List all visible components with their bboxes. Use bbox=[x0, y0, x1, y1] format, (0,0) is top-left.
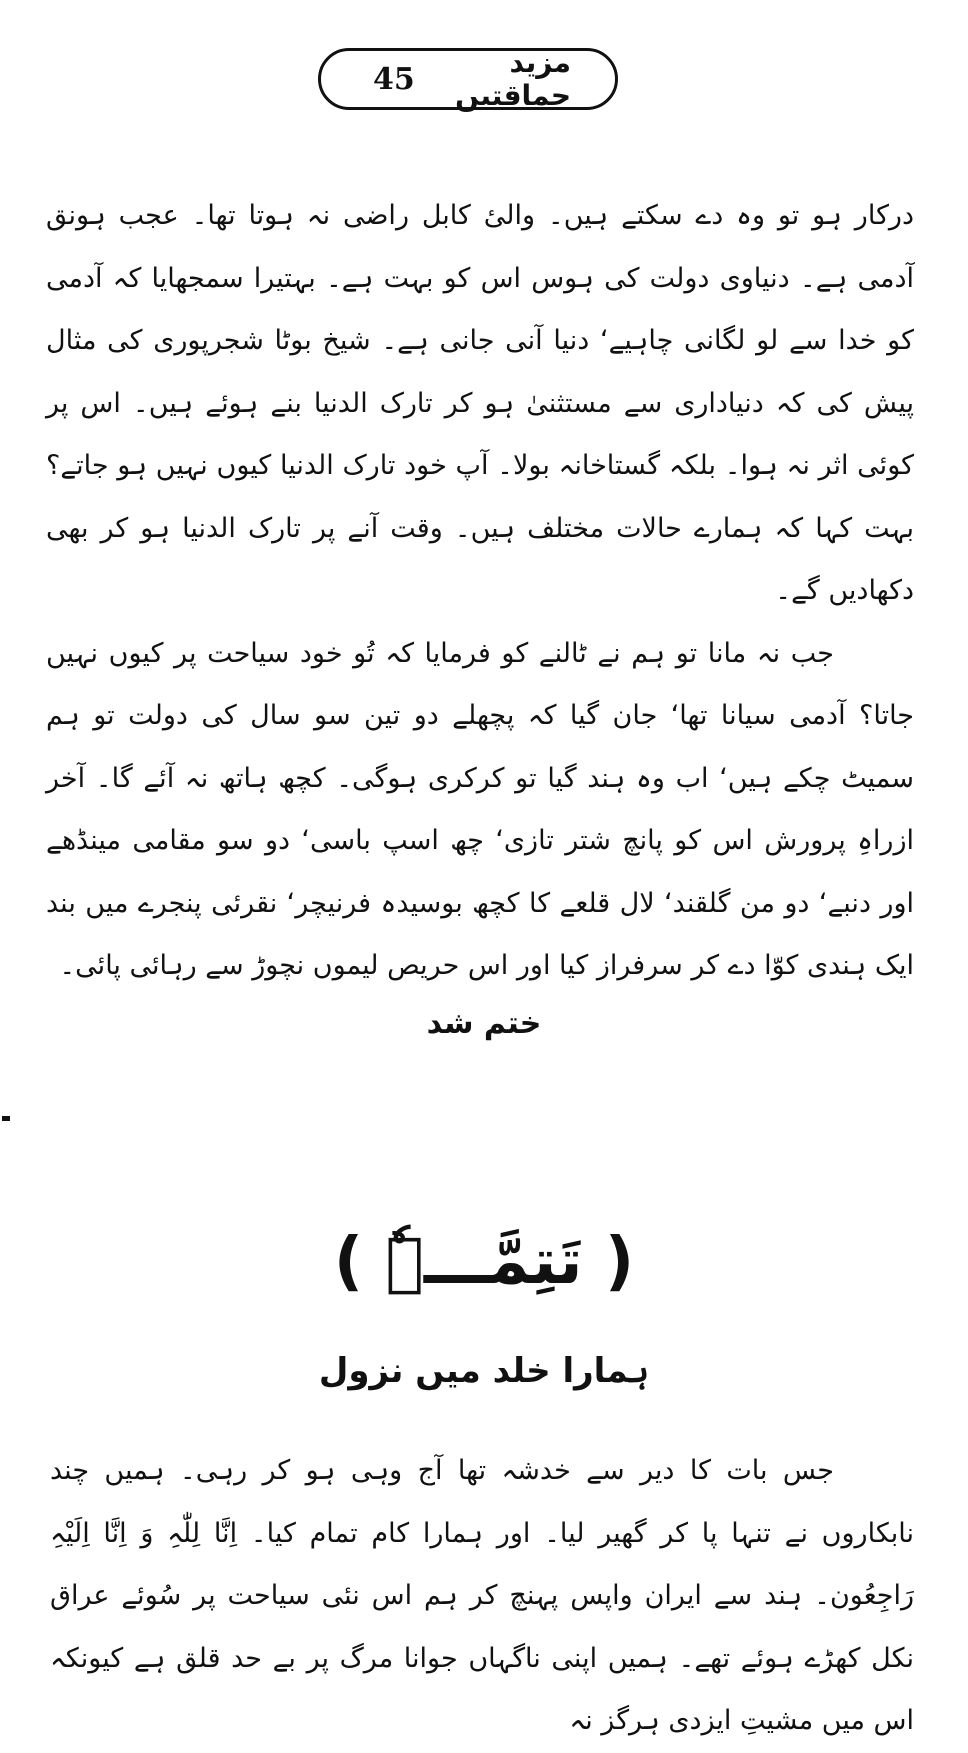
ending-mark: ختم شد bbox=[426, 1006, 542, 1041]
scan-edge-mark bbox=[2, 1116, 10, 1121]
running-header bbox=[318, 48, 618, 110]
appendix-subheading: ہمارا خلد میں نزول bbox=[318, 1351, 650, 1391]
page-number: 45 bbox=[373, 61, 415, 97]
appendix-title: ( تَتِمَّـــہٗ ) bbox=[333, 1225, 635, 1299]
appendix-paragraph: جس بات کا دیر سے خدشہ تھا آج وہی ہو کر رہی۔ ہمیں چند نابکاروں نے تنہا پا کر گھیر لیا۔ اور ہمارا کام تمام کیا۔ اِنَّا لِلّٰہِ وَ اِنَّا اِلَیْہِ رَاجِعُون۔ ہند سے ایران واپس پہنچ کر ہم اس نئی سیاحت پر سُوئے عراق نکل کھڑے ہوئے تھے۔ ہمیں اپنی ناگہاں جوانا مرگ پر بے حد قلق ہے کیونکہ اس میں مشیتِ ایزدی ہرگز نہ bbox=[50, 1455, 914, 1736]
paragraph-2: جب نہ مانا تو ہم نے ٹالنے کو فرمایا کہ تُو خود سیاحت پر کیوں نہیں جاتا؟ آدمی سیانا تھا‘ جان گیا کہ پچھلے دو تین سو سال کی دولت تو ہم سمیٹ چکے ہیں‘ اب وہ ہند گیا تو کرکری ہوگی۔ کچھ ہاتھ نہ آئے گا۔ آخر ازراہِ پرورش اس کو پانچ شتر تازی‘ چھ اسپ باسی‘ دو سو مقامی مینڈھے اور دنبے‘ دو من گلقند‘ لال قلعے کا کچھ بوسیدہ فرنیچر‘ نقرئی پنجرے میں بند ایک ہندی کوّا دے کر سرفراز کیا اور اس حریص لیموں نچوڑ سے رہائی پائی۔ bbox=[46, 637, 914, 981]
appendix-text bbox=[50, 1440, 914, 1753]
main-text bbox=[46, 185, 914, 998]
book-title: مزید حماقتیں bbox=[455, 46, 571, 112]
paragraph-1: درکار ہو تو وہ دے سکتے ہیں۔ والیٔ کابل راضی نہ ہوتا تھا۔ عجب ہونق آدمی ہے۔ دنیاوی دولت کی ہوس اس کو بہت ہے۔ بہتیرا سمجھایا کہ آدمی کو خدا سے لو لگانی چاہیے‘ دنیا آنی جانی ہے۔ شیخ بوٹا شجرپوری کی مثال پیش کی کہ دنیاداری سے مستثنیٰ ہو کر تارک الدنیا بنے ہوئے ہیں۔ اس پر کوئی اثر نہ ہوا۔ بلکہ گستاخانہ بولا۔ آپ خود تارک الدنیا کیوں نہیں ہو جاتے؟ بہت کہا کہ ہمارے حالات مختلف ہیں۔ وقت آنے پر تارک الدنیا ہو کر بھی دکھادیں گے۔ bbox=[46, 200, 914, 606]
